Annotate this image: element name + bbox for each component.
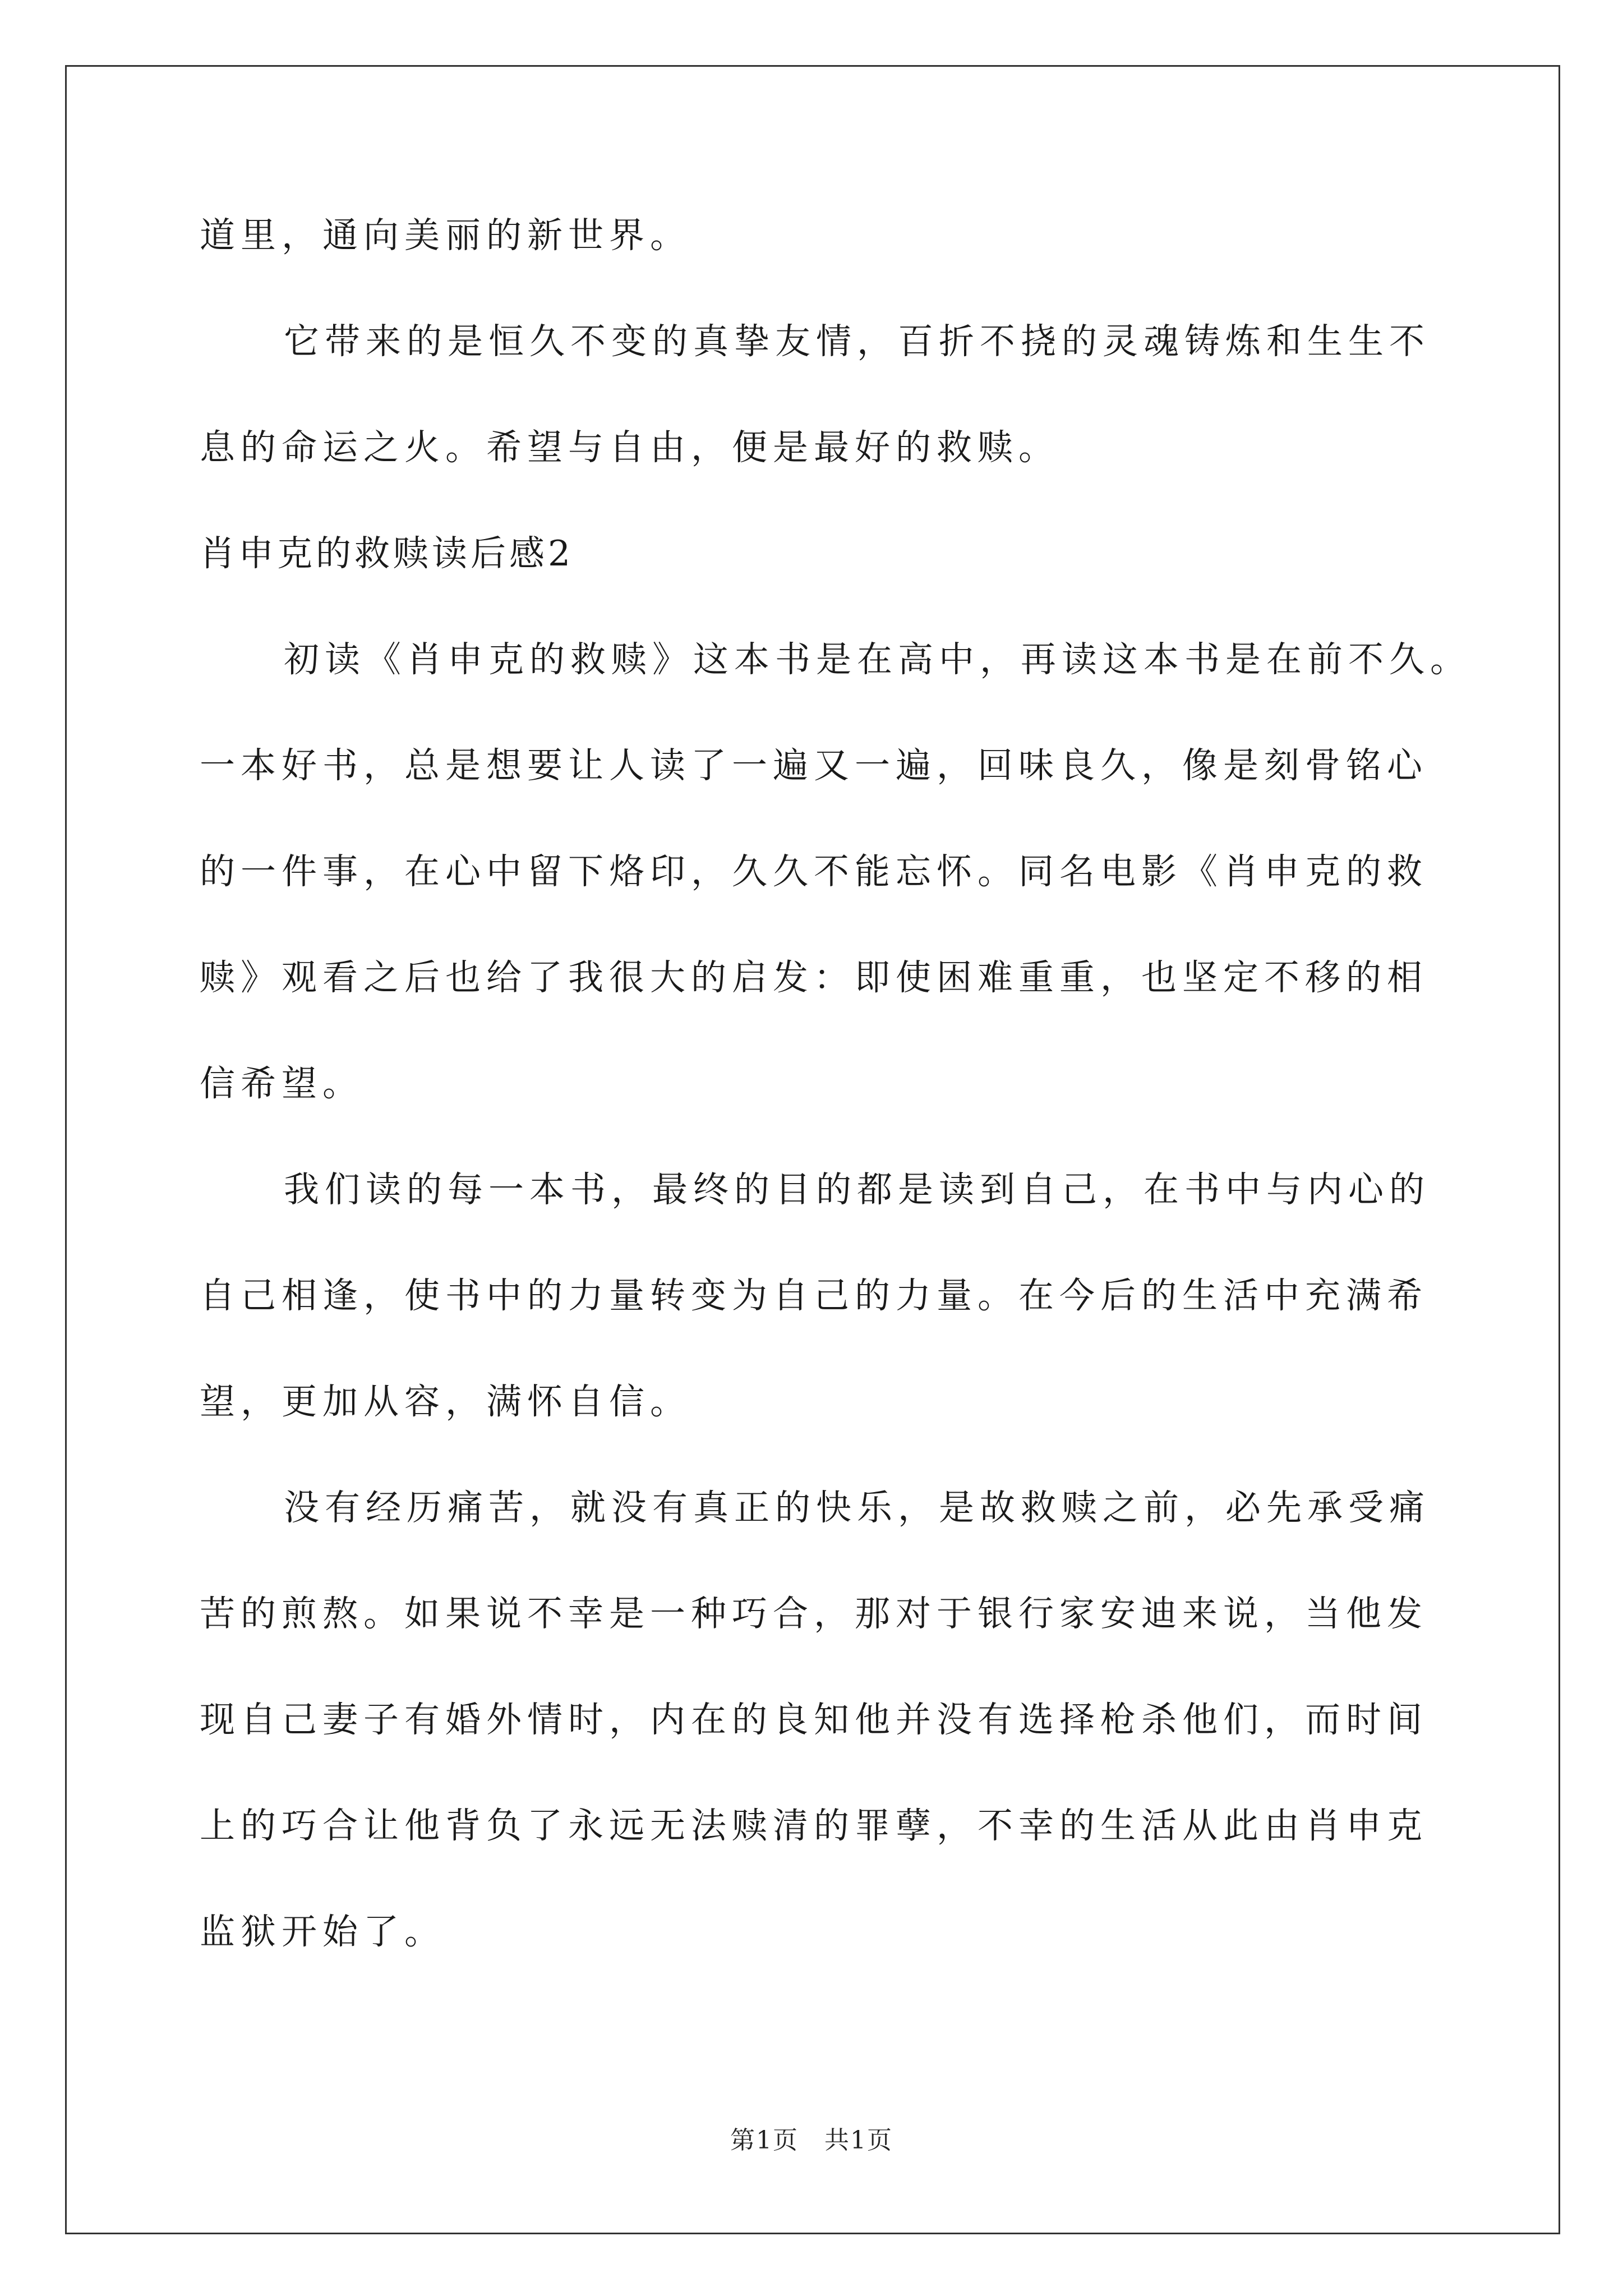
paragraph-line: 望，更加从容，满怀自信。 <box>200 1381 691 1422</box>
page-number-footer: 第1页 共1页 <box>730 2126 893 2155</box>
paragraph-line: 一本好书，总是想要让人读了一遍又一遍，回味良久，像是刻骨铭心 <box>200 745 1428 786</box>
paragraph-line: 苦的煎熬。如果说不幸是一种巧合，那对于银行家安迪来说，当他发 <box>200 1593 1428 1634</box>
paragraph-line: 现自己妻子有婚外情时，内在的良知他并没有选择枪杀他们，而时间 <box>200 1699 1428 1740</box>
paragraph-line: 赎》观看之后也给了我很大的启发：即使困难重重，也坚定不移的相 <box>200 957 1428 998</box>
paragraph-line: 自己相逢，使书中的力量转变为自己的力量。在今后的生活中充满希 <box>200 1275 1428 1316</box>
paragraph-line: 没有经历痛苦，就没有真正的快乐，是故救赎之前，必先承受痛 <box>284 1487 1430 1528</box>
paragraph-line: 息的命运之火。希望与自由，便是最好的救赎。 <box>200 427 1059 468</box>
paragraph-line: 信希望。 <box>200 1063 363 1104</box>
paragraph-line: 道里，通向美丽的新世界。 <box>200 215 691 256</box>
paragraph-line: 的一件事，在心中留下烙印，久久不能忘怀。同名电影《肖申克的救 <box>200 851 1428 892</box>
paragraph-line: 初读《肖申克的救赎》这本书是在高中，再读这本书是在前不久。 <box>284 639 1471 680</box>
paragraph-line: 我们读的每一本书，最终的目的都是读到自己，在书中与内心的 <box>284 1169 1430 1210</box>
section-heading: 肖申克的救赎读后感2 <box>200 533 574 574</box>
paragraph-line: 监狱开始了。 <box>200 1911 445 1952</box>
paragraph-line: 它带来的是恒久不变的真挚友情，百折不挠的灵魂铸炼和生生不 <box>284 321 1430 362</box>
paragraph-line: 上的巧合让他背负了永远无法赎清的罪孽，不幸的生活从此由肖申克 <box>200 1805 1428 1846</box>
